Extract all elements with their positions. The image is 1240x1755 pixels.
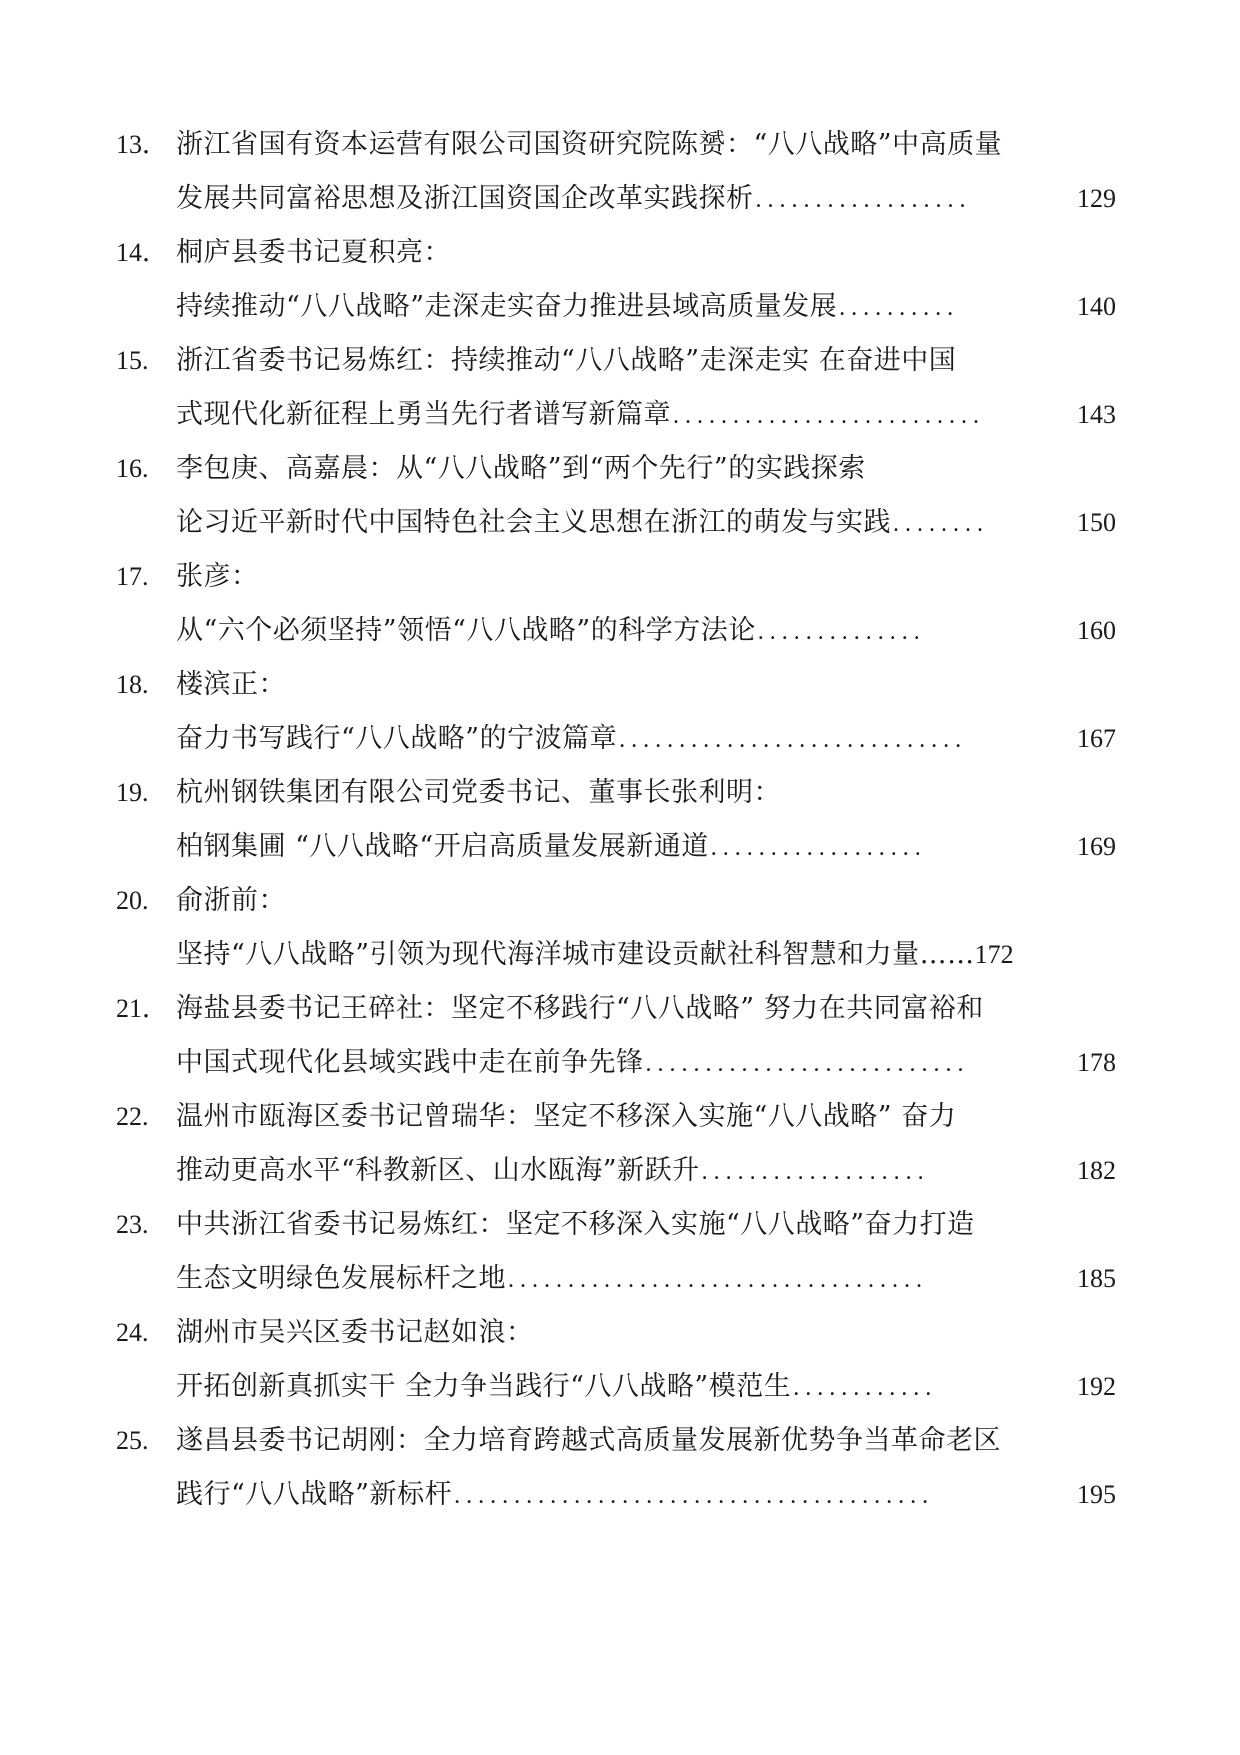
toc-entry-number: 19. bbox=[116, 778, 149, 807]
toc-entry-first-line bbox=[116, 1090, 1116, 1144]
toc-entry-title-line2: 发展共同富裕思想及浙江国资国企改革实践探析 bbox=[176, 183, 754, 214]
toc-entry-first-line bbox=[116, 118, 1116, 172]
toc-entry-page-number: 185 bbox=[1077, 1264, 1116, 1293]
toc-entry-number: 22. bbox=[116, 1102, 149, 1131]
toc-entry-title-line2: 论习近平新时代中国特色社会主义思想在浙江的萌发与实践 bbox=[176, 507, 891, 538]
toc-entry-second-line bbox=[116, 1468, 1116, 1522]
toc-entry-title-line2: 中国式现代化县域实践中走在前争先锋 bbox=[176, 1047, 644, 1078]
toc-entry-second-line bbox=[116, 496, 1116, 550]
toc-entry-first-line bbox=[116, 982, 1116, 1036]
toc-entry-title-line1: 杭州钢铁集团有限公司党委书记、董事长张利明： bbox=[176, 777, 781, 808]
toc-entry-dot-leader: ................... bbox=[701, 1159, 930, 1185]
toc-entry-title-line1: 俞浙前： bbox=[176, 885, 286, 916]
toc-entry[interactable] bbox=[116, 874, 1116, 982]
toc-entry[interactable] bbox=[116, 1198, 1116, 1306]
toc-entry-title-line2: 持续推动“八八战略”走深走实奋力推进县域高质量发展 bbox=[176, 291, 838, 322]
toc-entry-page-number: 195 bbox=[1077, 1480, 1116, 1509]
toc-entry-page-number: 129 bbox=[1077, 184, 1116, 213]
toc-entry-first-line bbox=[116, 658, 1116, 712]
toc-entry-page-number: 172 bbox=[974, 940, 1014, 969]
toc-entry-title-line1: 遂昌县委书记胡刚：全力培育跨越式高质量发展新优势争当革命老区 bbox=[176, 1425, 1001, 1456]
toc-entry-second-line bbox=[116, 712, 1116, 766]
toc-entry-second-line bbox=[116, 604, 1116, 658]
toc-entry-number: 13． bbox=[116, 130, 169, 159]
toc-entry-page-number: 169 bbox=[1077, 832, 1116, 861]
toc-entry-page-number: 178 bbox=[1077, 1048, 1116, 1077]
toc-entry-title-line1: 中共浙江省委书记易炼红：坚定不移深入实施“八八战略”奋力打造 bbox=[176, 1209, 975, 1240]
toc-entry-dot-leader: ................................... bbox=[508, 1267, 928, 1293]
toc-entry-dot-leader: ........ bbox=[893, 511, 989, 537]
toc-entry[interactable] bbox=[116, 1306, 1116, 1414]
toc-entry[interactable] bbox=[116, 118, 1116, 226]
toc-entry[interactable] bbox=[116, 550, 1116, 658]
toc-entry-title-line1: 李包庚、高嘉晨：从“八八战略”到“两个先行”的实践探索 bbox=[176, 453, 866, 484]
toc-entry[interactable] bbox=[116, 982, 1116, 1090]
toc-entry-page-number: 192 bbox=[1077, 1372, 1116, 1401]
toc-entry[interactable] bbox=[116, 766, 1116, 874]
toc-entry-first-line bbox=[116, 442, 1116, 496]
toc-entry[interactable] bbox=[116, 226, 1116, 334]
toc-entry-second-line bbox=[116, 1144, 1116, 1198]
toc-entry-title-line1: 温州市瓯海区委书记曾瑞华：坚定不移深入实施“八八战略” 奋力 bbox=[176, 1101, 957, 1132]
toc-entry-number: 15. bbox=[116, 346, 149, 375]
toc-entry-title-line2: 式现代化新征程上勇当先行者谱写新篇章 bbox=[176, 399, 671, 430]
toc-entry-title-line2: 奋力书写践行“八八战略”的宁波篇章 bbox=[176, 723, 618, 754]
toc-entry-dot-leader: ............................. bbox=[619, 727, 968, 753]
toc-entry-page-number: 182 bbox=[1077, 1156, 1116, 1185]
toc-entry-number: 14． bbox=[116, 238, 169, 267]
toc-entry-first-line bbox=[116, 1414, 1116, 1468]
toc-entry-dot-leader: .............. bbox=[757, 619, 926, 645]
toc-entry-title-line2: 从“六个必须坚持”领悟“八八战略”的科学方法论 bbox=[176, 615, 756, 646]
toc-entry-second-line bbox=[116, 1252, 1116, 1306]
toc-entry-first-line bbox=[116, 550, 1116, 604]
toc-entry-title-line1: 楼滨正： bbox=[176, 669, 286, 700]
toc-entry-number: 24. bbox=[116, 1318, 149, 1347]
toc-entry-title-line2: 生态文明绿色发展标杆之地 bbox=[176, 1263, 506, 1294]
toc-entry-dot-leader: ........................................ bbox=[454, 1483, 935, 1509]
toc-entry-page-number: 150 bbox=[1077, 508, 1116, 537]
toc-entry-second-line bbox=[116, 388, 1116, 442]
toc-entry-title-line1: 海盐县委书记王碎社：坚定不移践行“八八战略” 努力在共同富裕和 bbox=[176, 993, 984, 1024]
toc-entry[interactable] bbox=[116, 658, 1116, 766]
toc-entry-number: 23. bbox=[116, 1210, 149, 1239]
toc-entry-title-line1: 浙江省国有资本运营有限公司国资研究院陈赟：“八八战略”中高质量 bbox=[176, 129, 1003, 160]
toc-entry-second-line bbox=[116, 172, 1116, 226]
toc-entry-page-number: 160 bbox=[1077, 616, 1116, 645]
toc-entry-first-line bbox=[116, 874, 1116, 928]
toc-entry-number: 21． bbox=[116, 994, 169, 1023]
toc-entry-title-line1: 桐庐县委书记夏积亮： bbox=[176, 237, 451, 268]
toc-entry-number: 18. bbox=[116, 670, 149, 699]
toc-entry-second-line bbox=[116, 1036, 1116, 1090]
toc-entry-number: 20. bbox=[116, 886, 149, 915]
toc-entry-second-line bbox=[116, 820, 1116, 874]
toc-entry-page-number: 167 bbox=[1077, 724, 1116, 753]
toc-entry[interactable] bbox=[116, 1414, 1116, 1522]
toc-entry-first-line bbox=[116, 1198, 1116, 1252]
toc-entry-title-line2: 开拓创新真抓实干 全力争当践行“八八战略”模范生 bbox=[176, 1371, 792, 1402]
toc-entry-second-line bbox=[116, 280, 1116, 334]
toc-entry-page-number: 140 bbox=[1077, 292, 1116, 321]
toc-entry-first-line bbox=[116, 334, 1116, 388]
toc-entry-dot-leader: ............ bbox=[793, 1375, 938, 1401]
toc-entry-first-line bbox=[116, 1306, 1116, 1360]
toc-entry[interactable] bbox=[116, 334, 1116, 442]
toc-entry-dot-leader: .......... bbox=[839, 295, 960, 321]
toc-entry-title-line2: 践行“八八战略”新标杆 bbox=[176, 1479, 453, 1510]
toc-entry-title-line1: 浙江省委书记易炼红：持续推动“八八战略”走深走实 在奋进中国 bbox=[176, 345, 957, 376]
toc-entry-page-number: 143 bbox=[1077, 400, 1116, 429]
toc-entry-first-line bbox=[116, 226, 1116, 280]
toc-entry-dot-leader: .................. bbox=[710, 835, 927, 861]
toc-entry-number: 17. bbox=[116, 562, 149, 591]
toc-entry-number: 16. bbox=[116, 454, 149, 483]
toc-entry-dot-leader: .................. bbox=[755, 187, 972, 213]
toc-entry-first-line bbox=[116, 766, 1116, 820]
toc-entry-title-line2: 坚持“八八战略”引领为现代海洋城市建设贡献社科智慧和力量…… bbox=[176, 939, 975, 970]
toc-entry[interactable] bbox=[116, 1090, 1116, 1198]
toc-entry-second-line bbox=[116, 1360, 1116, 1414]
toc-entry-dot-leader: ........................... bbox=[645, 1051, 970, 1077]
toc-entry[interactable] bbox=[116, 442, 1116, 550]
toc-entry-title-line1: 湖州市吴兴区委书记赵如浪： bbox=[176, 1317, 534, 1348]
table-of-contents bbox=[116, 118, 1116, 1522]
toc-entry-number: 25. bbox=[116, 1426, 149, 1455]
toc-entry-second-line bbox=[116, 928, 1116, 982]
toc-entry-title-line2: 柏钢集圃 “八八战略“开启高质量发展新通道 bbox=[176, 831, 709, 862]
toc-entry-title-line2: 推动更高水平“科教新区、山水瓯海”新跃升 bbox=[176, 1155, 700, 1186]
toc-entry-dot-leader: .......................... bbox=[673, 403, 985, 429]
toc-entry-title-line1: 张彦： bbox=[176, 561, 259, 592]
